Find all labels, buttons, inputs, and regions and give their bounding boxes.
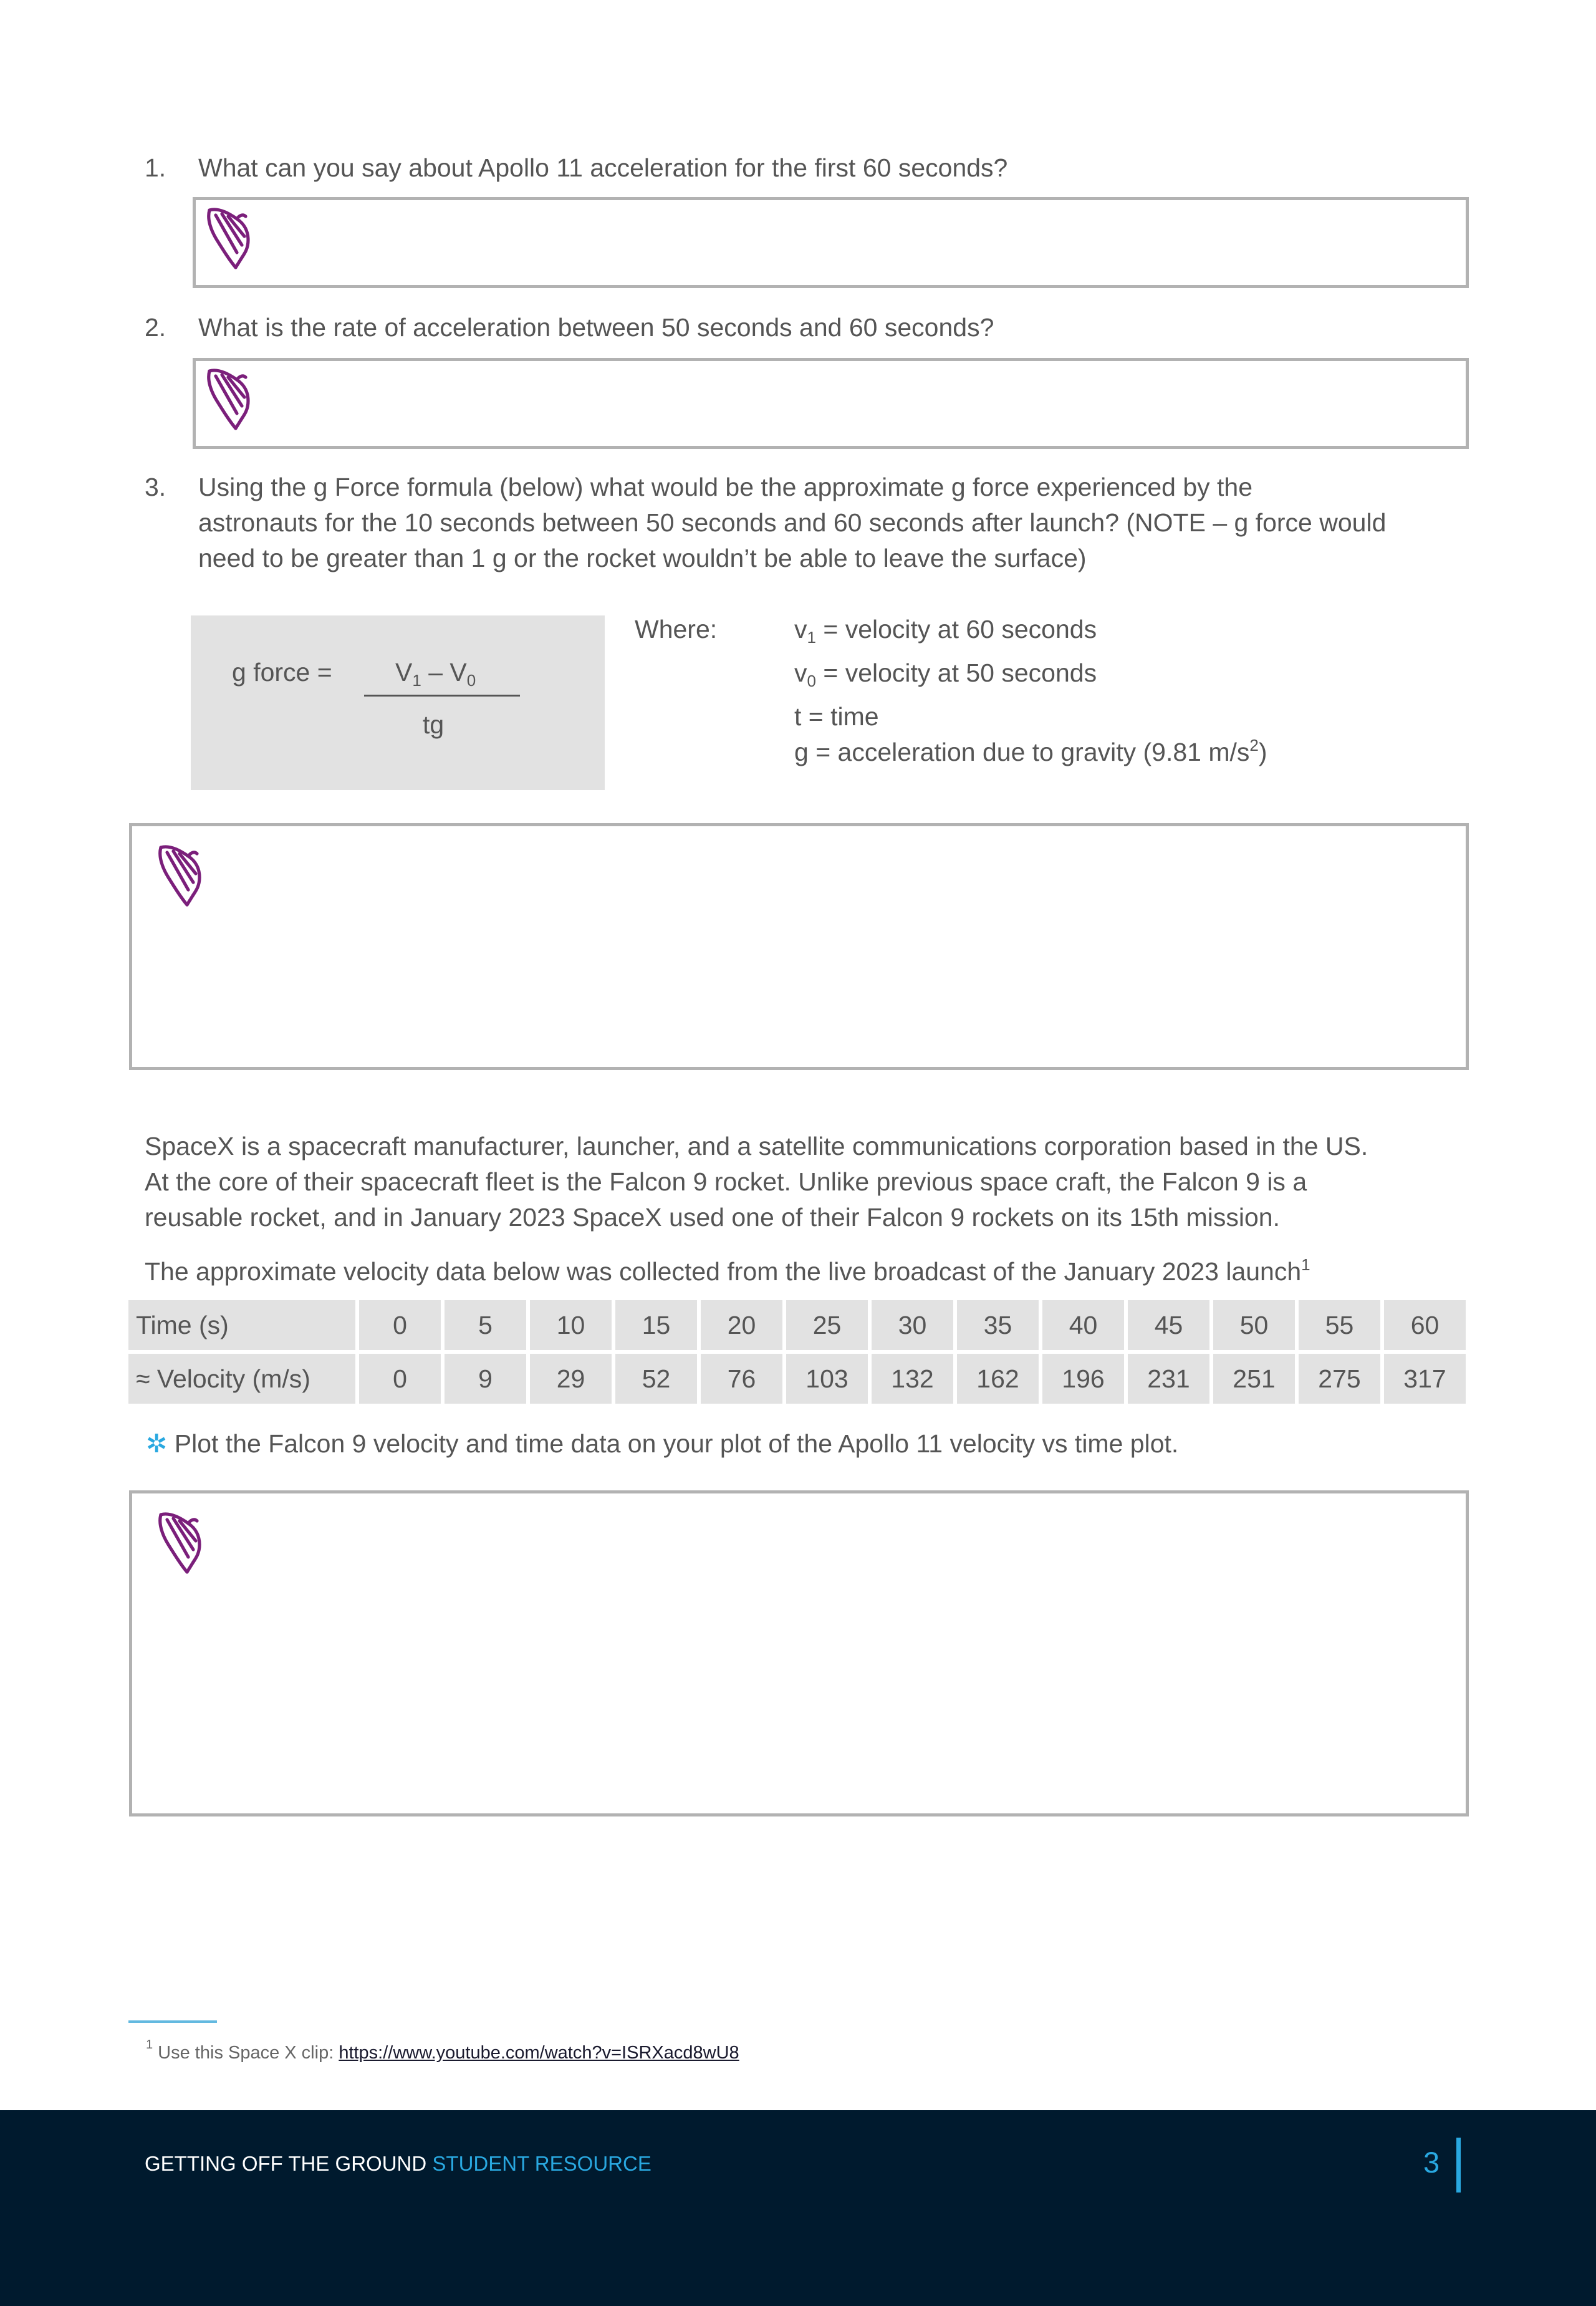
question-1-number: 1. [145,153,166,182]
time-cell: 10 [530,1300,612,1354]
time-cell: 60 [1384,1300,1466,1354]
definition-v1: $v_1$ = velocity at 60 seconds [794,615,1097,647]
time-cell: 50 [1213,1300,1295,1354]
task-text: Plot the Falcon 9 velocity and time data on your plot of the Apollo 11 velocity vs time plot. [174,1429,1179,1458]
time-row [128,1300,1466,1354]
question-3-number: 3. [145,473,166,501]
star-icon: ✲ [146,1429,168,1458]
time-cell: 0 [359,1300,441,1354]
answer-box-4[interactable] [129,1490,1469,1816]
velocity-cell: 76 [701,1354,782,1407]
velocity-cell: 317 [1384,1354,1466,1407]
page-number: 3 [1423,2146,1440,2179]
time-cell: 45 [1128,1300,1209,1354]
velocity-table [125,1300,1469,1407]
velocity-cell: 103 [786,1354,868,1407]
formula-denominator: tg [423,710,445,739]
velocity-cell: 231 [1128,1354,1209,1407]
footnote: $^1$ Use this Space X clip: https://www.youtube.com/watch?v=ISRXacd8wU8 [146,2038,739,2063]
time-cell: 15 [615,1300,697,1354]
velocity-cell: 196 [1042,1354,1124,1407]
question-3-line: need to be greater than 1 g or the rocket wouldn’t be able to leave the surface) [198,544,1087,572]
where-label: Where: [635,615,718,644]
writing-hand-icon [152,841,212,911]
time-cell: 25 [786,1300,868,1354]
page-footer [0,2110,1596,2306]
time-cell: 20 [701,1300,782,1354]
question-3-text [198,470,1386,576]
formula-definitions [794,612,1267,770]
footnote-marker[interactable]: 1 [1301,1255,1310,1274]
velocity-row [128,1354,1466,1407]
formula-panel [191,615,605,790]
definition-v0: $v_0$ = velocity at 50 seconds [794,659,1097,690]
definition-t: t = time [794,702,879,731]
question-3-line: astronauts for the 10 seconds between 50 seconds and 60 seconds after launch? (NOTE – g force would [198,508,1387,537]
answer-box-3[interactable] [129,823,1469,1070]
page-number-bar [1456,2138,1461,2193]
fraction-bar [364,695,520,697]
velocity-cell: 251 [1213,1354,1295,1407]
time-header: Time (s) [128,1300,355,1354]
writing-hand-icon [201,365,261,435]
footer-title: GETTING OFF THE GROUND STUDENT RESOURCE [145,2152,651,2175]
question-2-text: What is the rate of acceleration between 50 seconds and 60 seconds? [198,313,994,342]
answer-box-2[interactable] [193,358,1469,449]
time-cell: 35 [957,1300,1039,1354]
writing-hand-icon [201,204,261,274]
task-line [146,1426,1178,1462]
time-cell: 40 [1042,1300,1124,1354]
question-1-text: What can you say about Apollo 11 acceleration for the first 60 seconds? [198,153,1008,182]
velocity-cell: 275 [1299,1354,1380,1407]
velocity-cell: 0 [359,1354,441,1407]
velocity-cell: 132 [872,1354,953,1407]
time-cell: 5 [445,1300,526,1354]
time-cell: 55 [1299,1300,1380,1354]
velocity-cell: 9 [445,1354,526,1407]
answer-box-1[interactable] [193,197,1469,288]
velocity-header: ≈ Velocity (m/s) [128,1354,355,1407]
velocity-cell: 52 [615,1354,697,1407]
footnote-link[interactable]: https://www.youtube.com/watch?v=ISRXacd8wU8 [339,2043,739,2063]
definition-g: g = acceleration due to gravity (9.81 $m/s^2$) [794,736,1267,766]
velocity-cell: 29 [530,1354,612,1407]
spacex-paragraph: SpaceX is a spacecraft manufacturer, launcher, and a satellite communications corporation based in the US. At the core of their spacecraft fleet is the Falcon 9 rocket. Unlike previous space craft, the Falcon 9 is a reusable rocket, and in January 2023 SpaceX used one of their Falcon 9 rockets on its 15th mission. [145,1132,1368,1232]
question-2-number: 2. [145,313,166,342]
formula-label: g force = [232,658,332,687]
velocity-cell: 162 [957,1354,1039,1407]
footnote-separator [128,2020,217,2023]
time-cell: 30 [872,1300,953,1354]
question-3-line: Using the g Force formula (below) what would be the approximate g force experienced by the [198,473,1253,501]
writing-hand-icon [152,1508,212,1578]
formula-numerator: $V_1 - V_0$ [395,658,476,690]
data-intro: The approximate velocity data below was collected from the live broadcast of the January 2023 launch$^1$ [145,1255,1310,1286]
